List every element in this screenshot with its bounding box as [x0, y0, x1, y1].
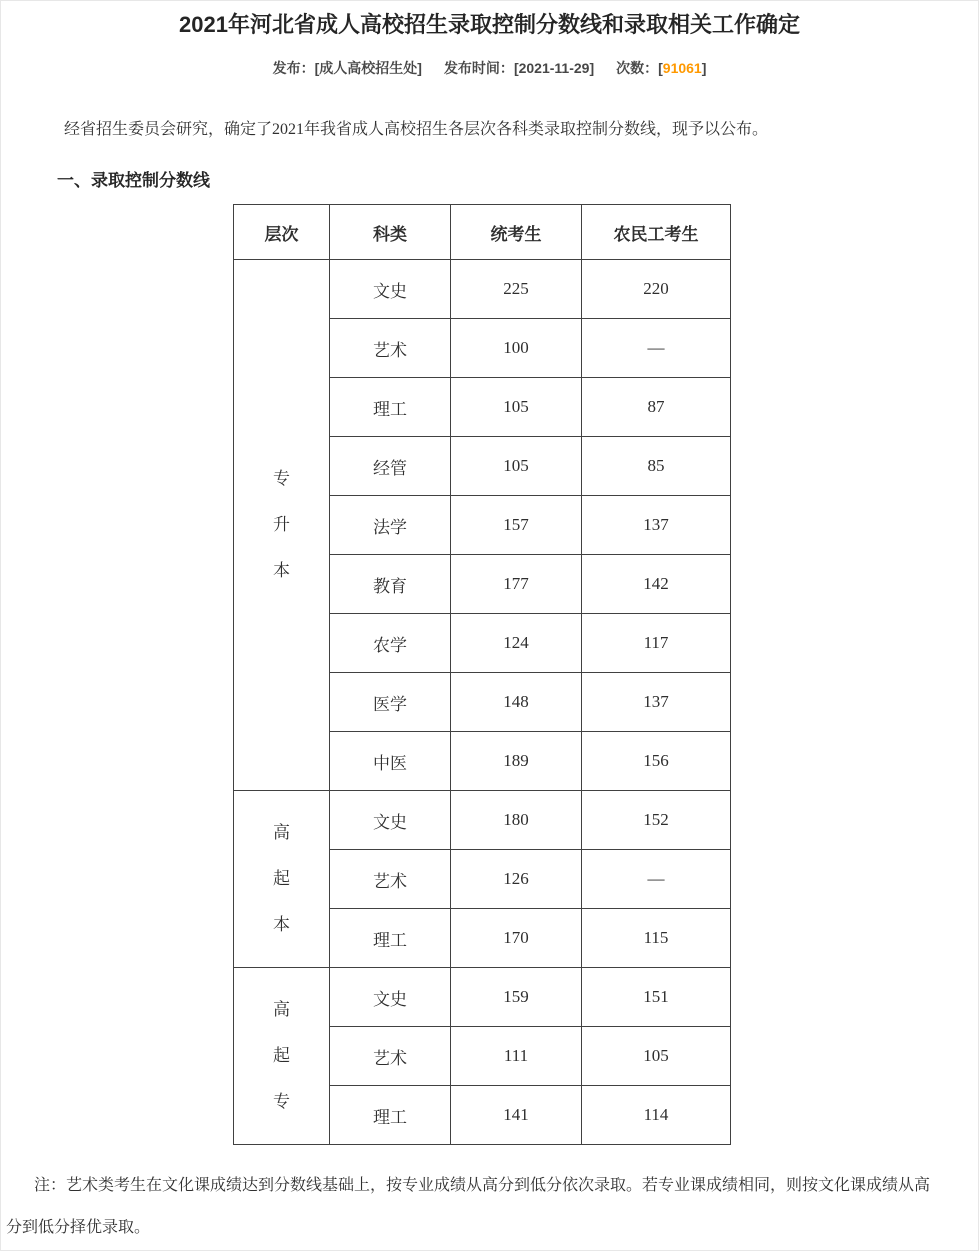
unified-score-cell: 105 [451, 378, 582, 437]
article-meta [1, 59, 978, 77]
view-count-bracket-close: ] [701, 60, 707, 76]
intro-paragraph: 经省招生委员会研究，确定了2021年我省成人高校招生各层次各科类录取控制分数线，现予以公布。 [64, 121, 769, 138]
subject-cell: 中医 [330, 732, 451, 791]
subject-cell: 艺术 [330, 850, 451, 909]
unified-score-cell: 157 [451, 496, 582, 555]
table-row [234, 260, 731, 319]
unified-score-cell: 100 [451, 319, 582, 378]
unified-score-cell: 124 [451, 614, 582, 673]
subject-cell: 理工 [330, 1086, 451, 1145]
publish-time-label: 发布时间： [443, 60, 514, 76]
unified-score-cell: 159 [451, 968, 582, 1027]
migrant-score-cell: 105 [582, 1027, 731, 1086]
subject-cell: 法学 [330, 496, 451, 555]
migrant-score-cell: 87 [582, 378, 731, 437]
unified-score-cell: 180 [451, 791, 582, 850]
migrant-score-cell: 85 [582, 437, 731, 496]
subject-cell: 艺术 [330, 1027, 451, 1086]
subject-cell: 艺术 [330, 319, 451, 378]
subject-cell: 经管 [330, 437, 451, 496]
section-heading: 一、录取控制分数线 [57, 171, 210, 190]
migrant-score-cell: 137 [582, 496, 731, 555]
subject-cell: 农学 [330, 614, 451, 673]
migrant-score-cell: 114 [582, 1086, 731, 1145]
unified-score-cell: 126 [451, 850, 582, 909]
score-table [233, 204, 731, 1145]
page-title: 2021年河北省成人高校招生录取控制分数线和录取相关工作确定 [179, 12, 800, 37]
unified-score-cell: 170 [451, 909, 582, 968]
unified-score-cell: 148 [451, 673, 582, 732]
level-cell-gaoqizhuan [234, 968, 330, 1145]
subject-cell: 文史 [330, 260, 451, 319]
subject-cell: 文史 [330, 791, 451, 850]
subject-cell: 文史 [330, 968, 451, 1027]
publisher-label: 发布： [272, 60, 315, 76]
publish-time-value: [2021-11-29] [513, 60, 595, 76]
publisher-value: [成人高校招生处] [314, 60, 422, 76]
view-count-value: 91061 [662, 60, 702, 76]
migrant-score-cell: 152 [582, 791, 731, 850]
migrant-score-cell: 156 [582, 732, 731, 791]
meta-publish-time [444, 60, 594, 76]
table-row [234, 968, 731, 1027]
subject-cell: 理工 [330, 909, 451, 968]
subject-cell: 医学 [330, 673, 451, 732]
migrant-score-cell: — [582, 319, 731, 378]
view-count-label: 次数： [616, 60, 659, 76]
migrant-score-cell: 142 [582, 555, 731, 614]
subject-cell: 教育 [330, 555, 451, 614]
table-header-row [234, 205, 731, 260]
unified-score-cell: 177 [451, 555, 582, 614]
header-migrant-worker-examinee: 农民工考生 [582, 205, 731, 260]
level-cell-zhuanshengben [234, 260, 330, 791]
unified-score-cell: 105 [451, 437, 582, 496]
footnote: 注：艺术类考生在文化课成绩达到分数线基础上，按专业成绩从高分到低分依次录取。若专业课成绩相同，则按文化课成绩从高分到低分择优录取。 [6, 1177, 931, 1236]
table-row [234, 791, 731, 850]
migrant-score-cell: — [582, 850, 731, 909]
unified-score-cell: 111 [451, 1027, 582, 1086]
meta-view-count [616, 60, 706, 76]
header-unified-examinee: 统考生 [451, 205, 582, 260]
header-subject: 科类 [330, 205, 451, 260]
migrant-score-cell: 220 [582, 260, 731, 319]
view-count-bracket-open: [ [658, 60, 663, 76]
level-label: 高起专 [273, 1000, 290, 1111]
level-cell-gaoqiben [234, 791, 330, 968]
unified-score-cell: 225 [451, 260, 582, 319]
migrant-score-cell: 151 [582, 968, 731, 1027]
level-label: 高起本 [273, 823, 290, 934]
header-level: 层次 [234, 205, 330, 260]
unified-score-cell: 141 [451, 1086, 582, 1145]
migrant-score-cell: 117 [582, 614, 731, 673]
meta-publisher [273, 60, 422, 76]
level-label: 专升本 [273, 469, 290, 580]
subject-cell: 理工 [330, 378, 451, 437]
migrant-score-cell: 137 [582, 673, 731, 732]
migrant-score-cell: 115 [582, 909, 731, 968]
unified-score-cell: 189 [451, 732, 582, 791]
